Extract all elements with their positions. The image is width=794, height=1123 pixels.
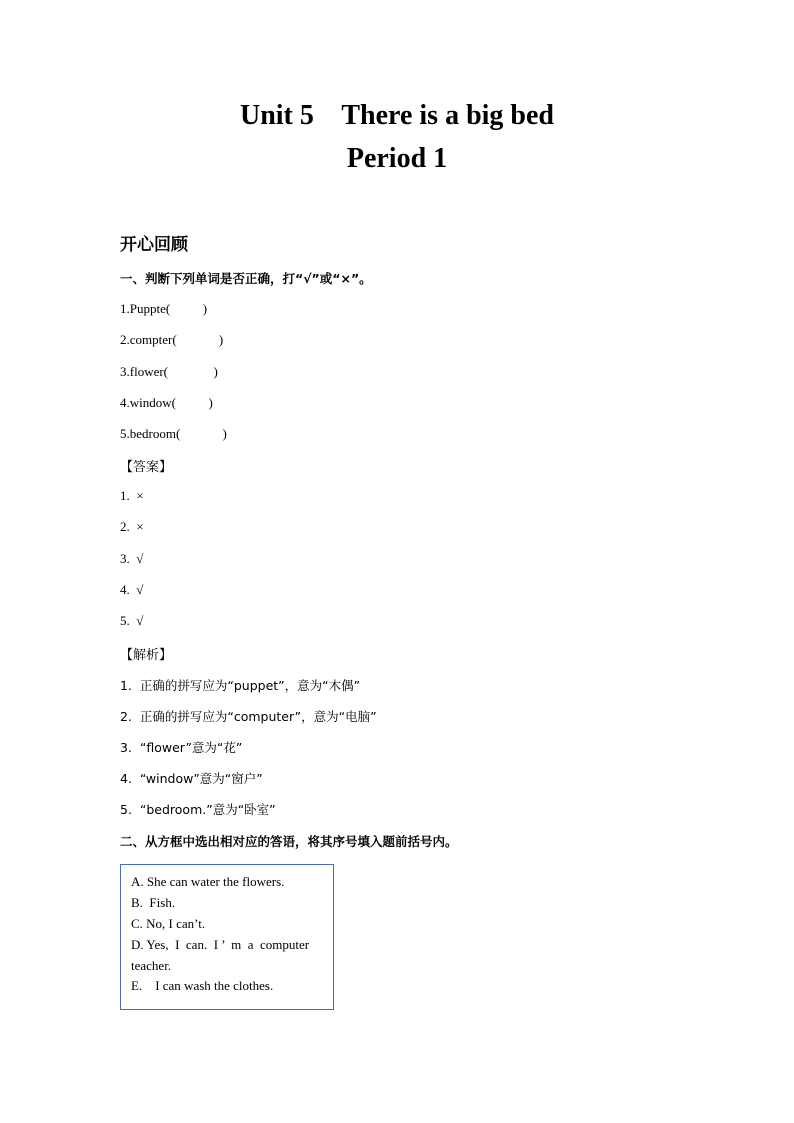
analysis-5: 5. “bedroom.”意为“卧室”	[120, 802, 276, 817]
choice-d-continued: teacher.	[131, 958, 172, 973]
answer-choices-box	[120, 864, 334, 1010]
answer-4: 4. √	[120, 582, 144, 597]
part1-item-4: 4.window( )	[120, 395, 213, 410]
section-heading: 开心回顾	[120, 235, 188, 255]
choice-d: D. Yes, I can. I ’ m a computer	[131, 937, 310, 952]
part1-instruction: 一、判断下列单词是否正确，打“√”或“×”。	[120, 271, 372, 286]
answer-5: 5. √	[120, 613, 144, 628]
answer-2: 2. ×	[120, 519, 144, 534]
answer-3: 3. √	[120, 551, 144, 566]
unit-title: Unit 5 There is a big bed	[239, 100, 554, 131]
part1-item-3: 3.flower( )	[120, 364, 218, 379]
part2-instruction: 二、从方框中选出相对应的答语，将其序号填入题前括号内。	[120, 834, 458, 849]
analysis-3: 3. “flower”意为“花”	[120, 740, 243, 755]
part1-item-2: 2.compter( )	[120, 332, 224, 347]
choice-a: A. She can water the flowers.	[131, 874, 285, 889]
analysis-2: 2. 正确的拼写应为“computer”，意为“电脑”	[120, 709, 377, 724]
choice-c: C. No, I can’t.	[131, 916, 206, 931]
part1-item-5: 5.bedroom( )	[120, 426, 227, 441]
answer-1: 1. ×	[120, 488, 144, 503]
analysis-4: 4. “window”意为“窗户”	[120, 771, 263, 786]
period-title: Period 1	[346, 143, 448, 174]
part1-item-1: 1.Puppte( )	[120, 301, 208, 316]
answer-label: 【答案】	[120, 460, 173, 475]
analysis-label: 【解析】	[120, 648, 173, 663]
choice-b: B. Fish.	[131, 895, 176, 910]
choice-e: E. I can wash the clothes.	[131, 978, 274, 993]
analysis-1: 1. 正确的拼写应为“puppet”，意为“木偶”	[120, 678, 361, 693]
